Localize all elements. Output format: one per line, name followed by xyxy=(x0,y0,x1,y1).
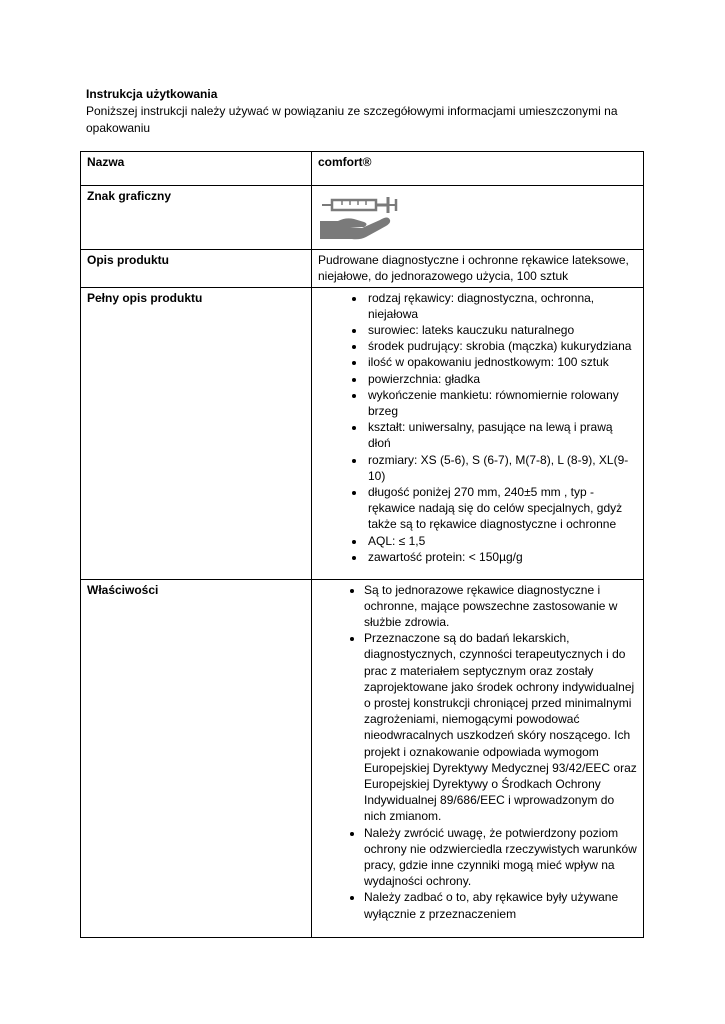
full-description-label: Pełny opis produktu xyxy=(81,287,312,579)
graphic-label: Znak graficzny xyxy=(81,186,312,250)
list-item: • długość poniżej 270 mm, 240±5 mm , typ - rękawice nadają się do celów specjalnych, gdyż także są to rękawice diagnostyczne i ochronne xyxy=(366,484,638,533)
list-item: • powierzchnia: gładka xyxy=(366,371,638,387)
list-item: • rozmiary: XS (5-6), S (6-7), M(7-8), L (8-9), XL(9-10) xyxy=(366,452,638,484)
table-row-graphic xyxy=(81,186,644,250)
table-row-full-description xyxy=(81,287,644,579)
full-description-list xyxy=(318,290,638,565)
description-label: Opis produktu xyxy=(81,250,312,287)
table-row-description xyxy=(81,250,644,287)
list-item: • Przeznaczone są do badań lekarskich, diagnostycznych, czynności terapeutycznych i do prac z materiałem septycznym oraz zostały zaprojektowane jako środek ochrony indywidualnej o prostej konstrukcji chroniącej przed minimalnymi zagrożeniami, niemogącymi powodować nieodwracalnych uszkodzeń skóry noszącego. Ich projekt i oznakowanie odpowiada wymogom Europejskiej Dyrektywy Medycznej 93/42/EEC oraz Europejskiej Dyrektywy o Środkach Ochrony Indywidualnej 89/686/EEC i wprowadzonym do nich zmianom. xyxy=(364,630,638,824)
table-row-properties xyxy=(81,579,644,937)
syringe-hand-icon xyxy=(318,188,638,247)
name-value: comfort® xyxy=(312,152,644,186)
list-item: • zawartość protein: < 150µg/g xyxy=(366,549,638,565)
list-item: • surowiec: lateks kauczuku naturalnego xyxy=(366,322,638,338)
properties-label: Właściwości xyxy=(81,579,312,937)
list-item: • kształt: uniwersalny, pasujące na lewą i prawą dłoń xyxy=(366,419,638,451)
list-item: • AQL: ≤ 1,5 xyxy=(366,533,638,549)
table-row-name xyxy=(81,152,644,186)
list-item: • wykończenie mankietu: równomiernie rolowany brzeg xyxy=(366,387,638,419)
properties-list xyxy=(318,582,638,922)
list-item: • Należy zwrócić uwagę, że potwierdzony poziom ochrony nie odzwierciedla rzeczywistych warunków pracy, gdzie inne czynniki mogą mieć wpływ na wydajności ochrony. xyxy=(364,825,638,890)
list-item: • Są to jednorazowe rękawice diagnostyczne i ochronne, mające powszechne zastosowanie w służbie zdrowia. xyxy=(364,582,638,631)
name-label: Nazwa xyxy=(81,152,312,186)
product-spec-table xyxy=(80,151,644,938)
list-item: • Należy zadbać o to, aby rękawice były używane wyłącznie z przeznaczeniem xyxy=(364,889,638,921)
document-header xyxy=(86,86,646,137)
document-title: Instrukcja użytkowania xyxy=(86,87,218,101)
list-item: • rodzaj rękawicy: diagnostyczna, ochronna, niejałowa xyxy=(366,290,638,322)
list-item: • środek pudrujący: skrobia (mączka) kukurydziana xyxy=(366,338,638,354)
document-intro: Poniższej instrukcji należy używać w powiązaniu ze szczegółowymi informacjami umieszczonymi na opakowaniu xyxy=(86,104,618,135)
description-value: Pudrowane diagnostyczne i ochronne rękawice lateksowe, niejałowe, do jednorazowego użycia, 100 sztuk xyxy=(312,250,644,287)
list-item: • ilość w opakowaniu jednostkowym: 100 sztuk xyxy=(366,354,638,370)
